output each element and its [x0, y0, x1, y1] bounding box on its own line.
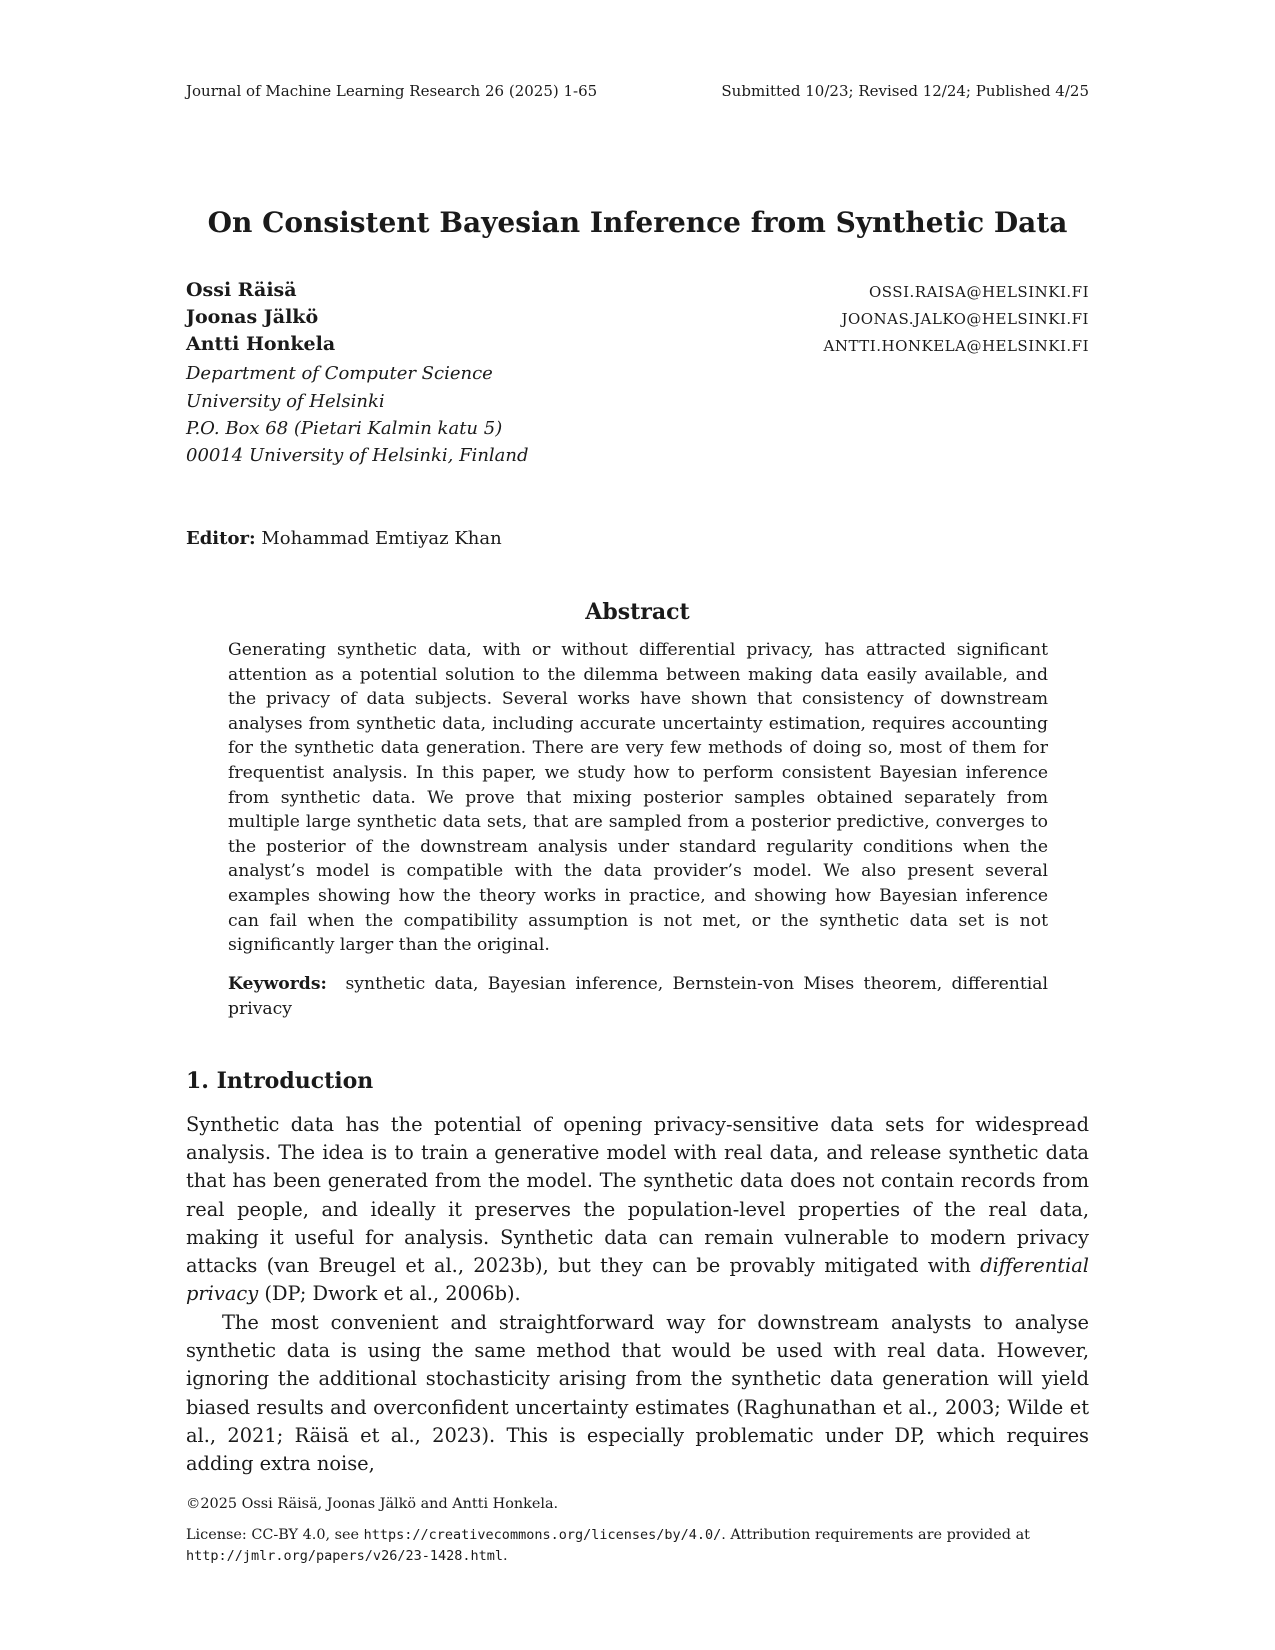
intro-text: (DP; Dwork et al., 2006b). [258, 1282, 521, 1306]
intro-paragraph: The most convenient and straightforward way for downstream analysts to analyse synthetic data is using the same method that would be used with real data. However, ignoring the additional stochasticity arising from the synthetic data generation will yield biased results and overconfident uncertainty estimates (Raghunathan et al., 2003; Wilde et al., 2021; Räisä et al., 2023). This is especially problematic under DP, which requires adding extra noise, [186, 1311, 1089, 1476]
copyright-notice: ©2025 Ossi Räisä, Joonas Jälkö and Antti Honkela. [186, 1496, 559, 1512]
intro-text: Synthetic data has the potential of opening privacy-sensitive data sets for widespread analysis. The idea is to train a generative model with real data, and release synthetic data that has been generated from the model. The synthetic data does not contain records from real people, and ideally it preserves the population-level properties of the real data, making it useful for analysis. Synthetic data can remain vulnerable to modern privacy attacks (van Breugel et al., 2023b), but they can be provably mitigated with [186, 1113, 1089, 1278]
paper-link[interactable]: http://jmlr.org/papers/v26/23-1428.html [186, 1548, 503, 1564]
license-link[interactable]: https://creativecommons.org/licenses/by/4.0/ [363, 1527, 722, 1543]
affiliation-line: 00014 University of Helsinki, Finland [186, 445, 529, 466]
author-email: OSSI.RAISA@HELSINKI.FI [869, 283, 1089, 301]
affiliation-line: Department of Computer Science [186, 363, 493, 384]
author-name: Antti Honkela [186, 333, 336, 355]
license-text: License: CC-BY 4.0, see [186, 1527, 364, 1543]
editor-name: Mohammad Emtiyaz Khan [261, 528, 502, 549]
paper-title: On Consistent Bayesian Inference from Synthetic Data [207, 206, 1068, 239]
intro-emphasis: differential privacy [186, 1254, 1089, 1306]
editor-line [186, 528, 502, 549]
running-header-dates: Submitted 10/23; Revised 12/24; Published 4/25 [721, 82, 1089, 100]
abstract-body: Generating synthetic data, with or without differential privacy, has attracted significant attention as a potential solution to the dilemma between making data easily available, and the privacy of data subjects. Several works have shown that consistency of downstream analyses from synthetic data, including accurate uncertainty estimation, requires accounting for the synthetic data generation. There are very few methods of doing so, most of them for frequentist analysis. In this paper, we study how to perform consistent Bayesian inference from synthetic data. We prove that mixing posterior samples obtained separately from multiple large synthetic data sets, that are sampled from a posterior predictive, converges to the posterior of the downstream analysis under standard regularity conditions when the analyst’s model is compatible with the data provider’s model. We also present several examples showing how the theory works in practice, and showing how Bayesian inference can fail when the compatibility assumption is not met, or the synthetic data set is not significantly larger than the original. [228, 640, 1048, 956]
author-email: ANTTI.HONKELA@HELSINKI.FI [823, 337, 1089, 355]
keywords-label: Keywords: [228, 974, 327, 994]
editor-label: Editor: [186, 528, 256, 549]
keywords-list: synthetic data, Bayesian inference, Bernstein-von Mises theorem, differential privacy [228, 974, 1048, 1019]
author-name: Joonas Jälkö [186, 306, 319, 328]
running-header-journal: Journal of Machine Learning Research 26 (2025) 1-65 [186, 82, 598, 100]
affiliation-line: P.O. Box 68 (Pietari Kalmin katu 5) [186, 418, 503, 439]
author-name: Ossi Räisä [186, 279, 297, 301]
license-text: . Attribution requirements are provided at [721, 1527, 1030, 1543]
affiliation-line: University of Helsinki [186, 391, 385, 412]
author-email: JOONAS.JALKO@HELSINKI.FI [841, 310, 1089, 328]
license-notice [186, 1525, 1086, 1567]
keywords [228, 972, 1048, 1021]
abstract-heading: Abstract [585, 599, 690, 625]
section-heading: 1. Introduction [186, 1068, 374, 1094]
license-text: . [502, 1548, 508, 1564]
intro-paragraph [186, 1111, 1089, 1308]
